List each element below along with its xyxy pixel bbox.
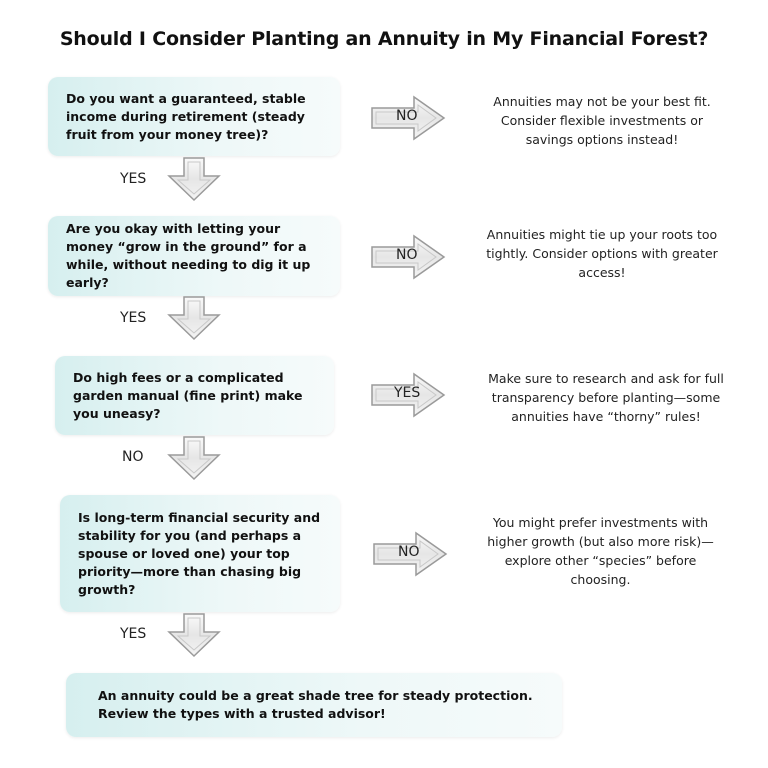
outcome-text-3: Make sure to research and ask for full transparency before planting—some annuities have “thorny” rules! [488,371,724,424]
arrow-label: NO [396,247,418,263]
arrow-label: NO [398,544,420,560]
right-arrow-3 [370,372,446,418]
arrow-label: NO [396,108,418,124]
outcome-text-1: Annuities may not be your best fit. Consider flexible investments or savings options instead! [493,94,711,147]
question-box-2: Are you okay with letting your money “grow in the ground” for a while, without needing to dig it up early? [48,216,340,296]
question-box-4: Is long-term financial security and stability for you (and perhaps a spouse or loved one) your top priority—more than chasing big growth? [60,495,340,612]
question-box-3: Do high fees or a complicated garden manual (fine print) make you uneasy? [55,356,334,435]
right-arrow-2 [370,234,446,280]
outcome-text-2: Annuities might tie up your roots too tightly. Consider options with greater access! [486,227,718,280]
right-arrow-1 [370,95,446,141]
yes-label-4: YES [120,626,147,642]
yes-label-1: YES [120,171,147,187]
arrow-down-icon [167,612,221,658]
arrow-down-icon [167,156,221,202]
no-label-3: NO [122,449,144,465]
arrow-down-icon [167,295,221,341]
page-title: Should I Consider Planting an Annuity in My Financial Forest? [59,28,709,50]
arrow-label: YES [394,385,421,401]
outcome-text-4: You might prefer investments with higher growth (but also more risk)—explore other “species” before choosing. [487,515,714,587]
arrow-down-icon [167,435,221,481]
conclusion-box: An annuity could be a great shade tree for steady protection. Review the types with a trusted advisor! [66,673,562,737]
yes-label-2: YES [120,310,147,326]
question-box-1: Do you want a guaranteed, stable income during retirement (steady fruit from your money tree)? [48,77,340,156]
right-arrow-4 [372,531,448,577]
